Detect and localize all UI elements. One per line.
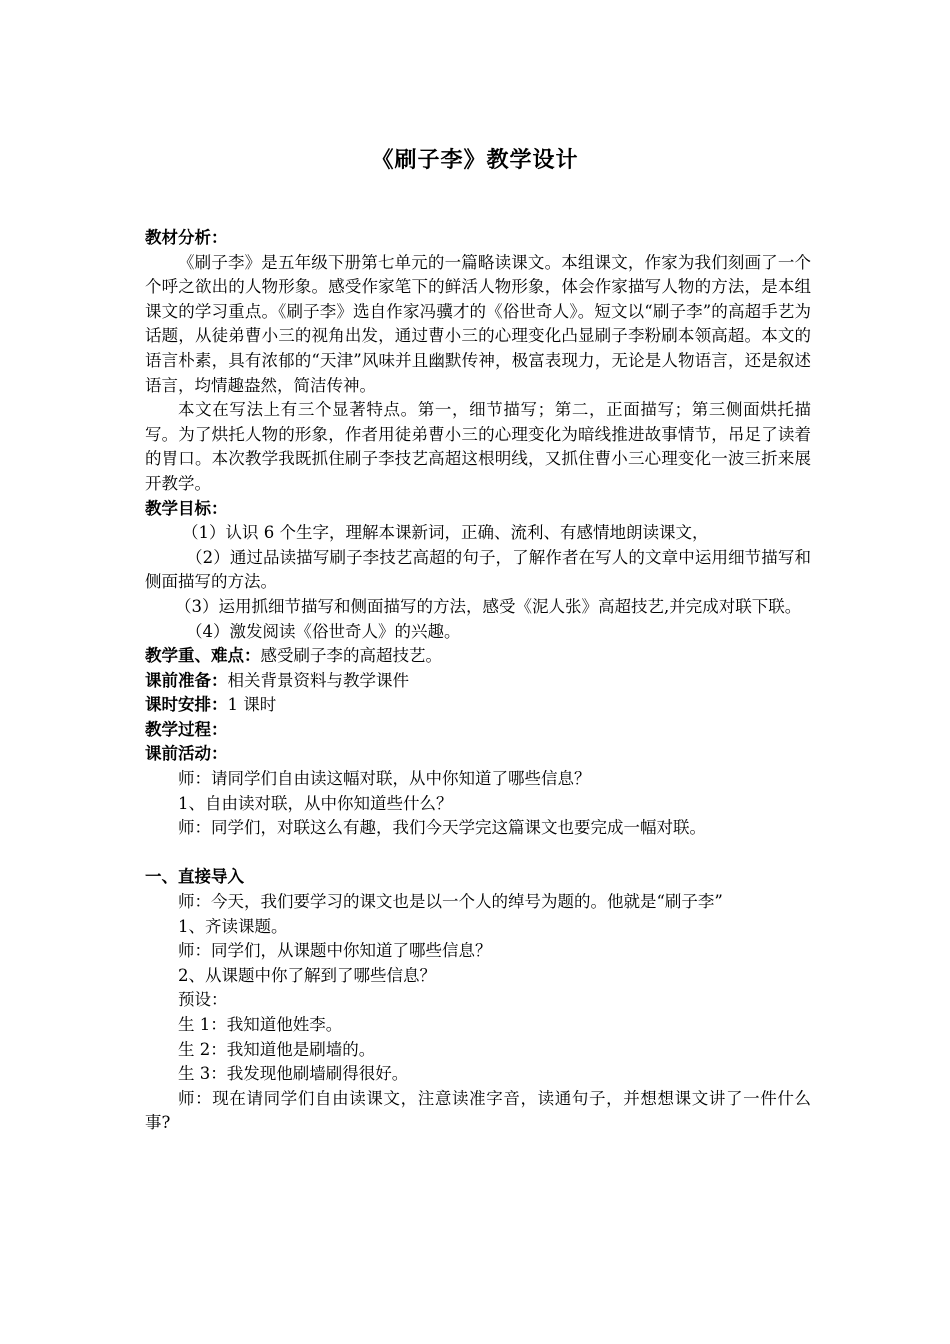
pre-class-line: 师：请同学们自由读这幅对联，从中你知道了哪些信息？ (178, 769, 591, 789)
analysis-paragraph: 本文在写法上有三个显著特点。第一，细节描写；第二，正面描写；第三侧面烘托描写。为了烘托人物的形象，作者用徒弟曹小三的心理变化为暗线推进故事情节，吊足了读着的胃口。本次教学我既抓住刷子李技艺高超这根明线，又抓住曹小三心理变化一波三折来展开教学。 (145, 400, 811, 493)
pre-class-line: 1、自由读对联，从中你知道些什么？ (178, 793, 453, 813)
part-one-line: 预设： (178, 990, 228, 1010)
part-one-line: 生 2：我知道他是刷墙的。 (178, 1039, 376, 1059)
goals-heading: 教学目标： (145, 498, 228, 518)
part-one-line: 师：同学们，从课题中你知道了哪些信息？ (178, 941, 492, 961)
key-points-value: 感受刷子李的高超技艺。 (260, 646, 442, 666)
part-one-line: 1、齐读课题。 (178, 916, 288, 936)
schedule-label: 课时安排： (145, 695, 228, 715)
goal-item: （4）激发阅读《俗世奇人》的兴趣。 (186, 621, 461, 641)
preparation-line (145, 669, 811, 694)
part-one-line: 师：今天，我们要学习的课文也是以一个人的绰号为题的。他就是“刷子李” (178, 892, 723, 912)
goal-item: （3）运用抓细节描写和侧面描写的方法，感受《泥人张》高超技艺,并完成对联下联。 (175, 596, 802, 616)
goal-item: （1）认识 6 个生字，理解本课新词，正确、流利、有感情地朗读课文， (182, 523, 709, 543)
pre-class-heading: 课前活动： (145, 744, 228, 764)
schedule-line (145, 693, 811, 718)
analysis-heading: 教材分析： (145, 228, 228, 247)
blank-line (145, 841, 811, 866)
goal-item: （2）通过品读描写刷子李技艺高超的句子，了解作者在写人的文章中运用细节描写和侧面描写的方法。 (145, 547, 811, 592)
schedule-value: 1 课时 (227, 695, 277, 715)
process-heading: 教学过程： (145, 719, 228, 739)
part-one-line: 生 3：我发现他刷墙刷得很好。 (178, 1064, 409, 1084)
document-body (145, 226, 811, 1136)
part-one-heading: 一、直接导入 (145, 867, 244, 887)
key-points-label: 教学重、难点： (145, 646, 261, 666)
preparation-value: 相关背景资料与教学课件 (227, 670, 409, 690)
part-one-line: 2、从课题中你了解到了哪些信息？ (178, 965, 436, 985)
preparation-label: 课前准备： (145, 670, 228, 690)
key-points-line (145, 644, 811, 669)
pre-class-line: 师：同学们，对联这么有趣，我们今天学完这篇课文也要完成一幅对联。 (178, 818, 706, 838)
part-one-line: 生 1：我知道他姓李。 (178, 1015, 343, 1034)
analysis-paragraph: 《刷子李》是五年级下册第七单元的一篇略读课文。本组课文，作家为我们刻画了一个个呼之欲出的人物形象。感受作家笔下的鲜活人物形象，体会作家描写人物的方法，是本组课文的学习重点。《刷子李》选自作家冯骥才的《俗世奇人》。短文以“刷子李”的高超手艺为话题，从徒弟曹小三的视角出发，通过曹小三的心理变化凸显刷子李粉刷本领高超。本文的语言朴素，具有浓郁的“天津”风味并且幽默传神，极富表现力，无论是人物语言，还是叙述语言，均情趣盎然，简洁传神。 (145, 252, 811, 395)
document-title: 《刷子李》教学设计 (371, 148, 579, 173)
part-one-line: 师：现在请同学们自由读课文，注意读准字音，读通句子，并想想课文讲了一件什么事? (145, 1088, 811, 1133)
